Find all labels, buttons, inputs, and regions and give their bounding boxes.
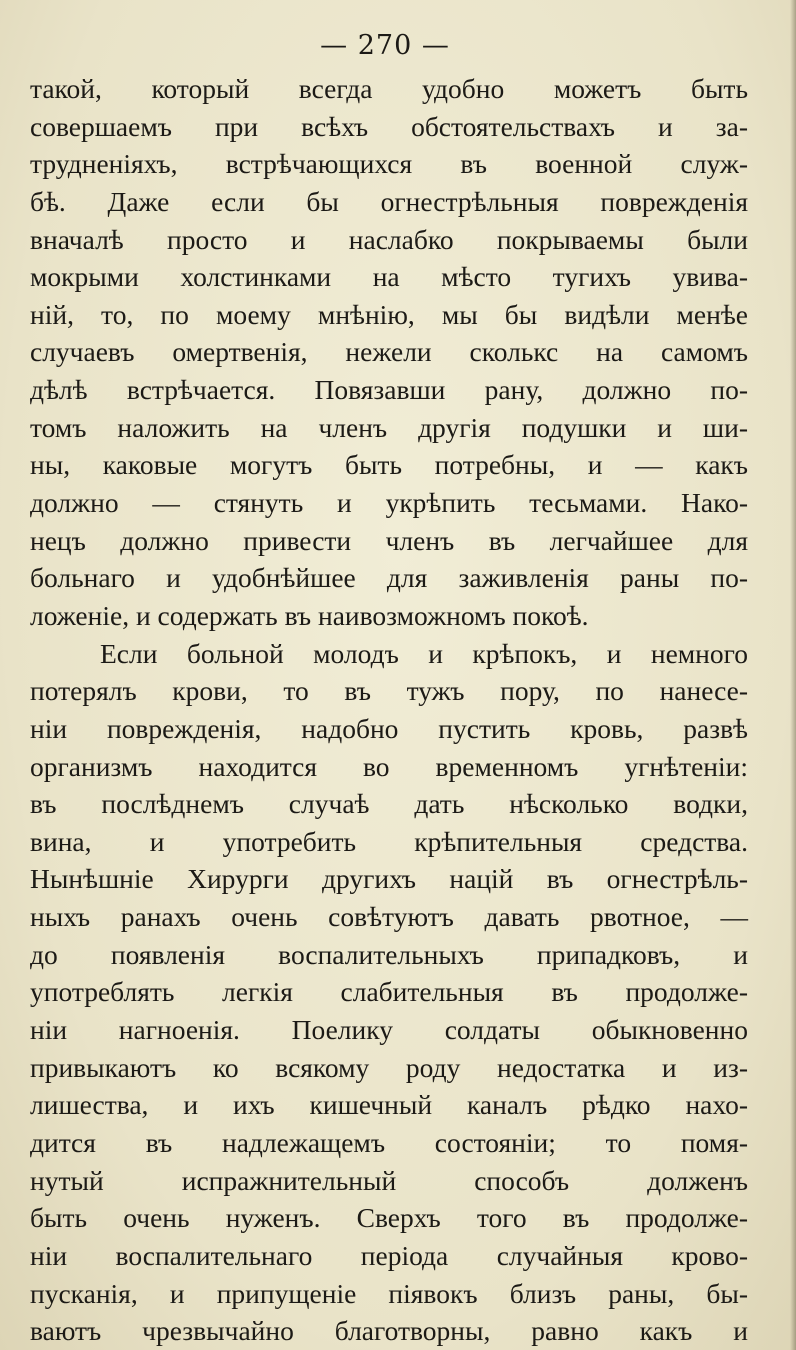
text-line: употреблять легкія слабительныя въ продолже- bbox=[30, 976, 748, 1008]
text-line: привыкаютъ ко всякому роду недостатка и из- bbox=[30, 1051, 748, 1083]
text-line: должно — стянуть и укрѣпить тесьмами. Нако- bbox=[30, 487, 748, 519]
text-line: дится въ надлежащемъ состояніи; то помя- bbox=[30, 1126, 748, 1158]
text-line: совершаемъ при всѣхъ обстоятельствахъ и за- bbox=[30, 110, 748, 142]
text-line: ніи поврежденія, надобно пустить кровь, развѣ bbox=[30, 712, 748, 744]
text-line: въ послѣднемъ случаѣ дать нѣсколько водки, bbox=[30, 788, 748, 820]
text-line: пусканія, и припущеніе піявокъ близъ раны, бы- bbox=[30, 1277, 748, 1309]
text-line: до появленія воспалительныхъ припадковъ, и bbox=[30, 938, 748, 970]
text-line: ній, то, по моему мнѣнію, мы бы видѣли менѣе bbox=[30, 298, 748, 330]
text-line: вначалѣ просто и наслабко покрываемы были bbox=[30, 223, 748, 255]
text-line: бѣ. Даже если бы огнестрѣльныя поврежденія bbox=[30, 185, 748, 217]
text-line: томъ наложить на членъ другія подушки и ши- bbox=[30, 411, 748, 443]
text-line: организмъ находится во временномъ угнѣтеніи: bbox=[30, 750, 748, 782]
text-line: вина, и употребить крѣпительныя средства. bbox=[30, 825, 748, 857]
page-text bbox=[30, 70, 748, 1350]
text-line: потерялъ крови, то въ тужъ пору, по нанесе- bbox=[30, 675, 748, 707]
text-line: мокрыми холстинками на мѣсто тугихъ увива- bbox=[30, 261, 748, 293]
text-line: дѣлѣ встрѣчается. Повязавши рану, должно по- bbox=[30, 374, 748, 406]
text-line: ныхъ ранахъ очень совѣтуютъ давать рвотное, — bbox=[30, 901, 748, 933]
text-line: быть очень нуженъ. Сверхъ того въ продолже- bbox=[30, 1202, 748, 1234]
text-line: ніи нагноенія. Поелику солдаты обыкновенно bbox=[30, 1014, 748, 1046]
text-line: больнаго и удобнѣйшее для заживленія раны по- bbox=[30, 562, 748, 594]
page-number: — 270 — bbox=[320, 30, 450, 61]
text-line: ны, каковые могутъ быть потребны, и — какъ bbox=[30, 449, 748, 481]
text-line: ваютъ чрезвычайно благотворны, равно какъ и bbox=[30, 1315, 748, 1347]
text-line: лишества, и ихъ кишечный каналъ рѣдко нахо- bbox=[30, 1089, 748, 1121]
text-line: Нынѣшніе Хирурги другихъ націй въ огнестрѣль- bbox=[30, 863, 748, 895]
text-line: нецъ должно привести членъ въ легчайшее для bbox=[30, 524, 748, 556]
text-line: трудненіяхъ, встрѣчающихся въ военной служ- bbox=[30, 148, 748, 180]
text-line: ніи воспалительнаго періода случайныя крово- bbox=[30, 1239, 748, 1271]
page-edge-shadow bbox=[790, 0, 796, 1350]
text-line: ложеніе, и содержать въ наивозможномъ покоѣ. bbox=[30, 599, 589, 631]
text-line: такой, который всегда удобно можетъ быть bbox=[30, 73, 748, 104]
text-line: случаевъ омертвенія, нежели сколькс на самомъ bbox=[30, 336, 748, 368]
text-line: Если больной молодъ и крѣпокъ, и немного bbox=[100, 637, 748, 669]
text-line: нутый испражнительный способъ долженъ bbox=[30, 1164, 748, 1196]
